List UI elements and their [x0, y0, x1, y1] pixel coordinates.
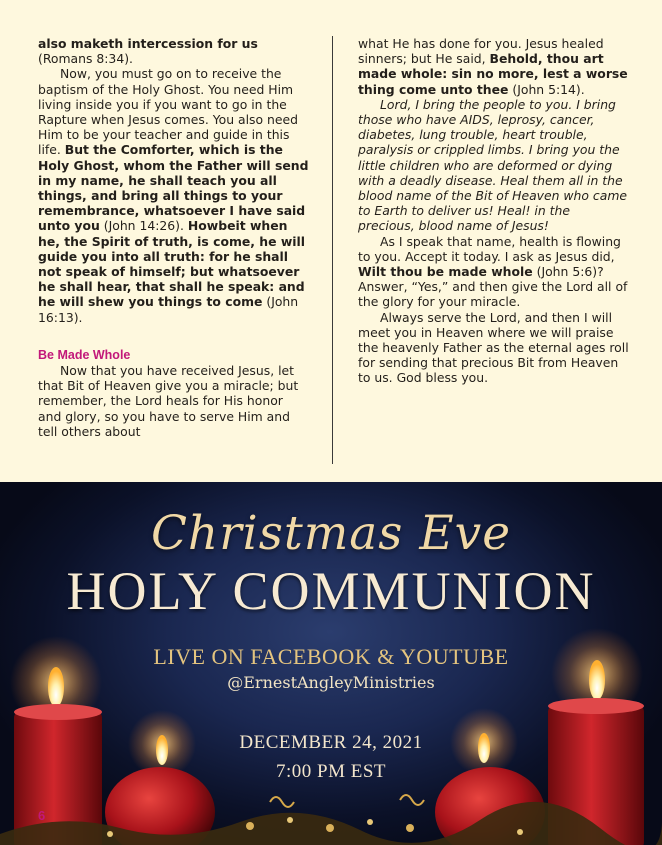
banner-title-main: HOLY COMMUNION [66, 561, 596, 621]
paragraph: Now that you have received Jesus, let that Bit of Heaven give you a miracle; but remember, the Lord heals for His honor and glory, so you have to serve Him and tell others about [38, 363, 299, 439]
paragraph [38, 36, 310, 66]
scripture-quote: Wilt thou be made whole [358, 264, 533, 280]
body-text: what He has done for you. Jesus healed sinners; but He said, [358, 36, 604, 67]
scripture-reference: (Romans 8:34). [38, 51, 133, 67]
paragraph: Always serve the Lord, and then I will meet you in Heaven where we will praise the heavenly Father as the eternal ages roll for sending that precious Bit from Heaven to us. God bless you. [358, 309, 629, 386]
christmas-eve-banner [0, 482, 662, 845]
scripture-quote: Behold, thou art made whole: sin no more, lest a worse thing come unto thee [358, 51, 628, 97]
column-divider [332, 36, 333, 464]
scripture-reference: (John 5:14). [508, 81, 585, 97]
paragraph [38, 66, 310, 324]
event-date: DECEMBER 24, 2021 [239, 732, 423, 753]
paragraph [358, 234, 630, 310]
banner-title-script: Christmas Eve [150, 506, 512, 561]
body-text: Now, you must go on to receive the baptism of the Holy Ghost. You need Him living inside you if you want to go in the Rapture when Jesus comes. You also need Him to be your teacher and guide in this life. [38, 66, 298, 158]
body-text: (John 5:6)? Answer, “Yes,” and then give the Lord all of the glory for your miracle. [358, 264, 628, 310]
article-column-left [38, 36, 310, 439]
body-text: As I speak that name, health is flowing to you. Accept it today. I ask as Jesus did, [358, 233, 621, 264]
paragraph [358, 36, 630, 97]
prayer-paragraph: Lord, I bring the people to you. I bring those who have AIDS, leprosy, cancer, diabetes, lung trouble, heart trouble, paralysis or crippled limbs. I bring you the little children who are deformed or dying with a deadly disease. Heal them all in the blood name of the Bit of Heaven who came to Earth to deliver us! Heal! in the precious, blood name of Jesus! [358, 96, 628, 234]
event-time: 7:00 PM EST [275, 761, 387, 782]
social-handle: @ErnestAngleyMinistries [227, 673, 435, 692]
scripture-reference: (John 14:26). [99, 218, 188, 234]
scripture-reference: (John 16:13). [38, 294, 299, 325]
page-number: 6 [38, 808, 46, 823]
broadcast-info: LIVE ON FACEBOOK & YOUTUBE [153, 644, 509, 669]
scripture-quote: Howbeit when he, the Spirit of truth, is come, he will guide you into all truth: for he shall not speak of himself; but whatsoever he shall hear, that shall he speak: and he will shew you things to come [38, 218, 306, 310]
scripture-quote: But the Comforter, which is the Holy Ghost, whom the Father will send in my name, he shall teach you all things, and bring all things to your remembrance, whatsoever I have said unto you [38, 142, 309, 234]
section-heading: Be Made Whole [38, 347, 131, 362]
scripture-quote: also maketh intercession for us [38, 36, 258, 51]
article-column-right [358, 36, 630, 386]
